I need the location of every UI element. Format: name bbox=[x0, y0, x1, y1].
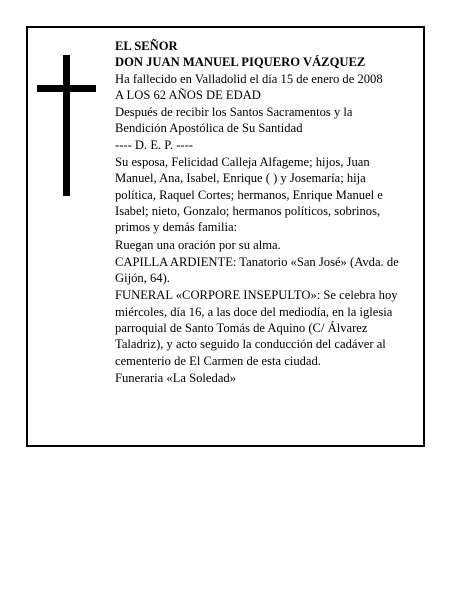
death-date-line: Ha fallecido en Valladolid el día 15 de enero de 2008 bbox=[115, 71, 383, 86]
funeral-line: miércoles, día 16, a las doce del mediodía, en la iglesia bbox=[115, 304, 393, 319]
family-line: política, Raquel Cortes; hermanos, Enrique Manuel e bbox=[115, 187, 383, 202]
chapel-line: CAPILLA ARDIENTE: Tanatorio «San José» (Avda. de bbox=[115, 254, 399, 269]
sacraments-line: Bendición Apostólica de Su Santidad bbox=[115, 121, 303, 136]
cross-vertical-bar bbox=[63, 55, 70, 196]
funeral-line: Taladriz), y acto seguido la conducción del cadáver al bbox=[115, 337, 386, 352]
deceased-name: DON JUAN MANUEL PIQUERO VÁZQUEZ bbox=[115, 55, 366, 70]
sacraments-paragraph bbox=[115, 104, 431, 137]
prayer-line: Ruegan una oración por su alma. bbox=[115, 237, 281, 252]
chapel-line: Gijón, 64). bbox=[115, 271, 170, 286]
funeral-paragraph bbox=[115, 287, 431, 368]
family-paragraph bbox=[115, 154, 431, 235]
obituary-text bbox=[115, 38, 431, 386]
chapel-paragraph bbox=[115, 254, 431, 287]
funeral-line: cementerio de El Carmen de esta ciudad. bbox=[115, 353, 321, 368]
family-line: primos y demás familia: bbox=[115, 220, 238, 235]
cross-horizontal-bar bbox=[37, 85, 96, 92]
funeral-home-line: Funeraria «La Soledad» bbox=[115, 370, 236, 385]
dep-line: ---- D. E. P. ---- bbox=[115, 137, 193, 152]
family-line: Su esposa, Felicidad Calleja Alfageme; hijos, Juan bbox=[115, 155, 370, 170]
funeral-line: FUNERAL «CORPORE INSEPULTO»: Se celebra hoy bbox=[115, 288, 398, 303]
age-line: A LOS 62 AÑOS DE EDAD bbox=[115, 87, 261, 102]
family-line: Isabel; nieto, Gonzalo; hermanos políticos, sobrinos, bbox=[115, 203, 381, 218]
family-line: Manuel, Ana, Isabel, Enrique ( ) y Josemaría; hija bbox=[115, 171, 366, 186]
sacraments-line: Después de recibir los Santos Sacramentos y la bbox=[115, 105, 353, 120]
title-line: EL SEÑOR bbox=[115, 39, 178, 53]
funeral-line: parroquial de Santo Tomás de Aquino (C/ Álvarez bbox=[115, 321, 368, 336]
